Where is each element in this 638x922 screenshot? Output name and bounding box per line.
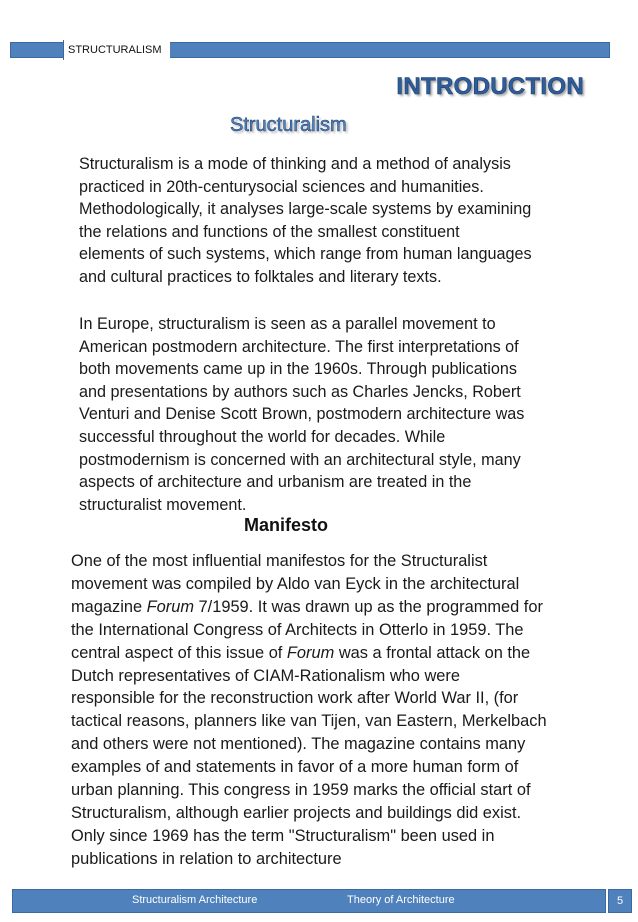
- paragraph-line: elements of such systems, which range from human languages: [79, 245, 532, 264]
- page-title: INTRODUCTION: [396, 73, 584, 100]
- header-label: STRUCTURALISM: [63, 40, 170, 60]
- paragraph-line: American postmodern architecture. The first interpretations of: [79, 337, 519, 356]
- footer-bar: [12, 889, 606, 913]
- paragraph-line: [71, 598, 543, 616]
- text-segment: central aspect of this issue of: [71, 643, 287, 662]
- paragraph-line: structuralist movement.: [79, 495, 247, 514]
- paragraph-structuralism-definition: [79, 153, 579, 289]
- paragraph-europe-postmodern: [79, 313, 579, 516]
- section-title: Structuralism: [230, 114, 347, 136]
- paragraph-line: and cultural practices to folktales and literary texts.: [79, 267, 442, 286]
- emphasis-forum: Forum: [286, 643, 335, 662]
- paragraph-line: tactical reasons, planners like van Tijen, van Eastern, Merkelbach: [71, 712, 547, 731]
- paragraph-line: the International Congress of Architects in Otterlo in 1959. The: [71, 620, 524, 639]
- paragraph-line: and presentations by authors such as Charles Jencks, Robert: [79, 382, 521, 401]
- paragraph-line: postmodernism is concerned with an architectural style, many: [79, 450, 521, 469]
- text-segment: was a frontal attack on the: [334, 643, 531, 662]
- paragraph-line: In Europe, structuralism is seen as a parallel movement to: [79, 315, 496, 333]
- paragraph-line: the relations and functions of the smallest constituent: [79, 222, 460, 241]
- paragraph-line: Dutch representatives of CIAM-Rationalism who were: [71, 666, 460, 685]
- paragraph-line: movement was compiled by Aldo van Eyck in the architectural: [71, 574, 520, 593]
- text-segment: 7/1959. It was drawn up as the programmed for: [193, 597, 543, 616]
- paragraph-line: both movements came up in the 1960s. Through publications: [79, 360, 517, 379]
- paragraph-line: examples of and statements in favor of a more human form of: [71, 758, 519, 777]
- paragraph-line: One of the most influential manifestos for the Structuralist: [71, 552, 488, 570]
- paragraph-line: Venturi and Denise Scott Brown, postmodern architecture was: [79, 405, 525, 424]
- footer-course-title: Structuralism Architecture: [132, 894, 258, 906]
- emphasis-forum: Forum: [146, 597, 194, 616]
- text-segment: magazine: [71, 597, 147, 616]
- paragraph-line: Structuralism is a mode of thinking and a method of analysis: [79, 155, 511, 173]
- paragraph-line: Methodologically, it analyses large-scale systems by examining: [79, 200, 532, 219]
- page-number: 5: [608, 889, 632, 913]
- footer-subject: Theory of Architecture: [347, 894, 455, 906]
- paragraph-manifesto: [71, 550, 581, 871]
- paragraph-line: Only since 1969 has the term "Structuralism" been used in: [71, 826, 495, 845]
- manifesto-heading: Manifesto: [244, 515, 329, 535]
- paragraph-line: urban planning. This congress in 1959 marks the official start of: [71, 781, 531, 800]
- paragraph-line: practiced in 20th-centurysocial sciences and humanities.: [79, 177, 484, 196]
- paragraph-line: responsible for the reconstruction work after World War II, (for: [71, 689, 519, 708]
- paragraph-line: publications in relation to architecture: [71, 849, 342, 868]
- paragraph-line: successful throughout the world for decades. While: [79, 427, 446, 446]
- paragraph-line: and others were not mentioned). The magazine contains many: [71, 735, 526, 754]
- paragraph-line: [71, 644, 530, 662]
- paragraph-line: aspects of architecture and urbanism are treated in the: [79, 473, 472, 492]
- paragraph-line: Structuralism, although earlier projects and buildings did exist.: [71, 803, 522, 822]
